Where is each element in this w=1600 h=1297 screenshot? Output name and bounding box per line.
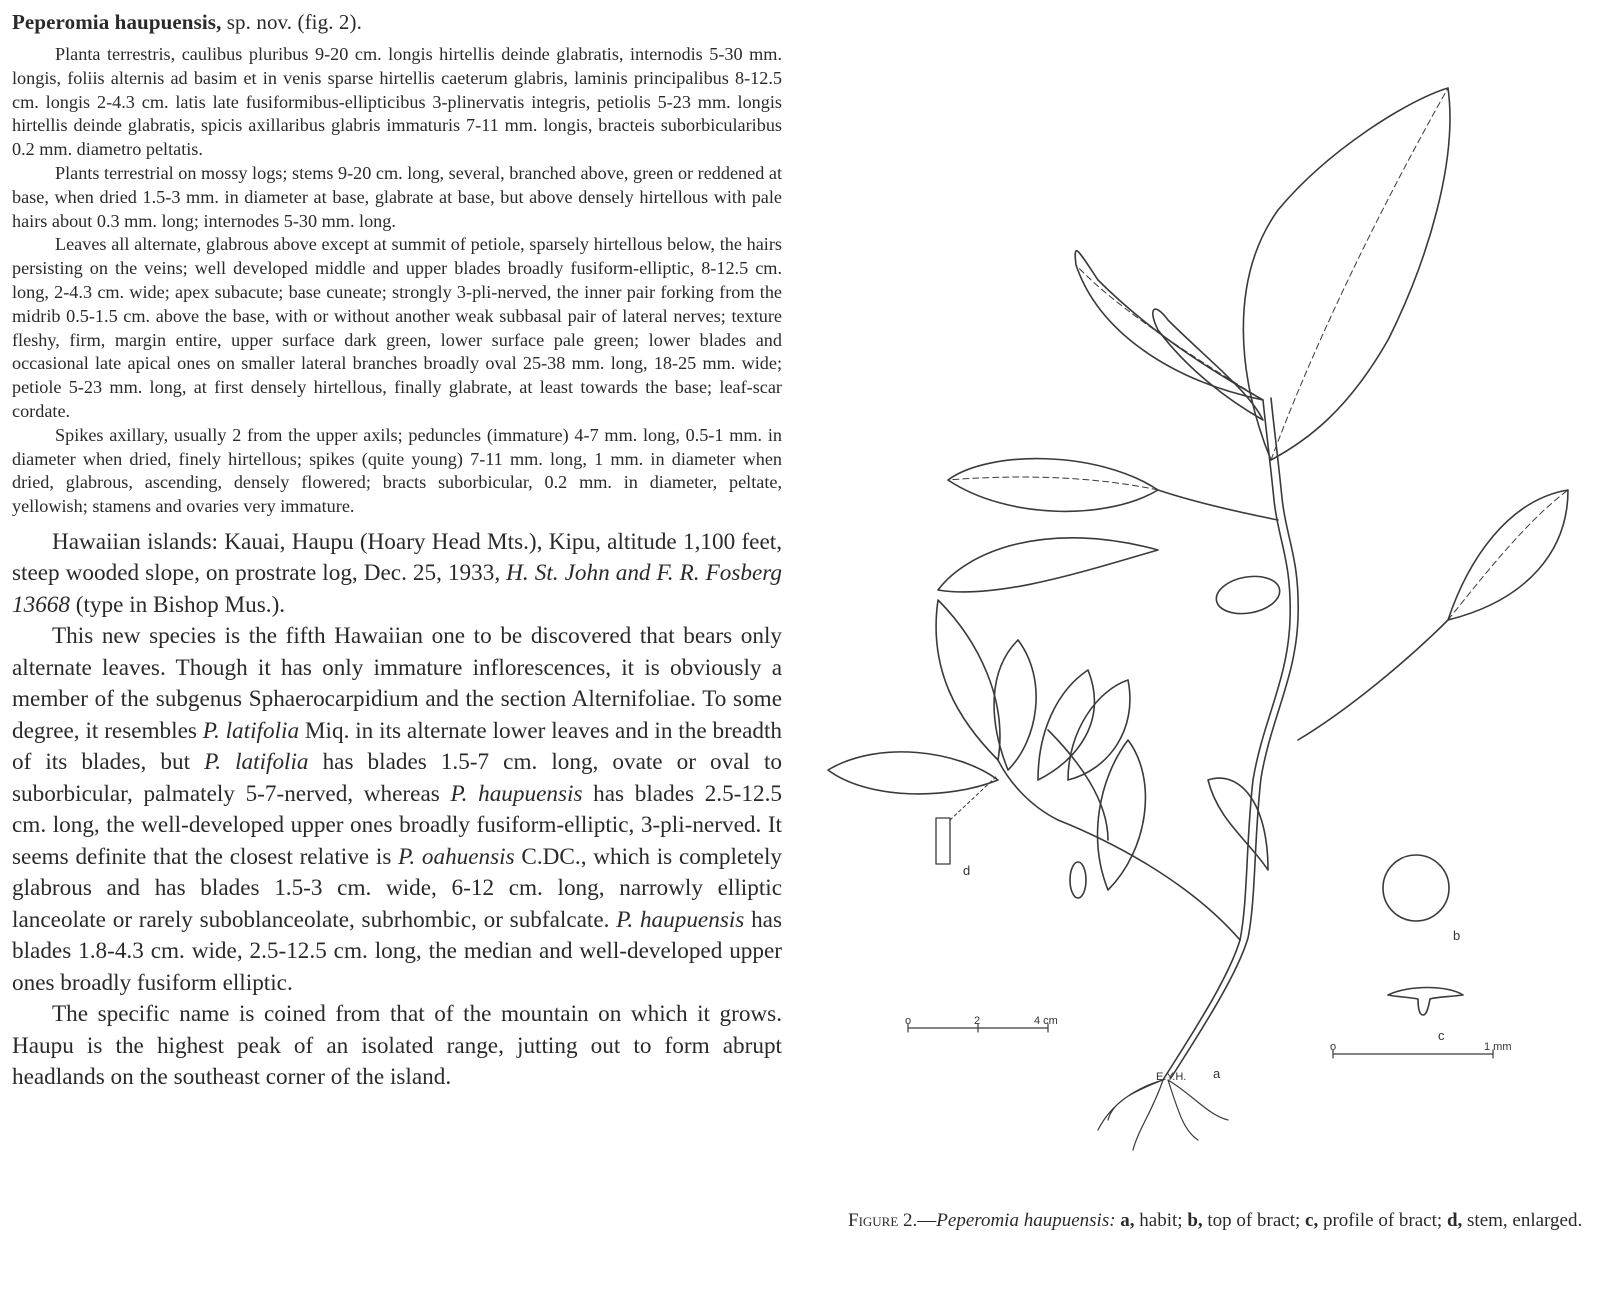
main-stem: [1163, 400, 1290, 1080]
bract-top: [1383, 855, 1449, 921]
caption-label: Figure 2.—: [848, 1210, 937, 1231]
scale-mm-zero: o: [1330, 1041, 1337, 1053]
description-spikes: Spikes axillary, usually 2 from the upper axils; peduncles (immature) 4-7 mm. long, 0.5-1 mm. in diameter when dried, finely hirtellous; spikes (quite young) 7-11 mm. long, 1 mm. in diameter when dried, glabrous, ascending, densely flowered; bracts suborbicular, 0.2 mm. in diameter, peltate, yellowish; stamens and ovaries very immature.: [12, 424, 782, 517]
figure-label-b: b: [1453, 928, 1461, 943]
figure-caption: Figure 2.—Peperomia haupuensis: a, habit; b, top of bract; c, profile of bract; d, stem, enlarged.: [848, 1210, 1583, 1231]
scale-mm-one: 1 mm: [1484, 1041, 1512, 1053]
roots: [1098, 1080, 1228, 1150]
leaf-cluster-far-left: [828, 752, 998, 794]
figure-label-c: c: [1438, 1028, 1445, 1043]
discussion-paragraph: This new species is the fifth Hawaiian one to be discovered that bears only alternate leaves. Though it has only immature inflorescences, it is obviously a member of the subgenus Sphaerocarpidium and the section Alternifoliae. To some degree, it resembles P. latifolia Miq. in its alternate lower leaves and in the breadth of its blades, but P. latifolia has blades 1.5-7 cm. long, ovate or oval to suborbicular, palmately 5-7-nerved, whereas P. haupuensis has blades 2.5-12.5 cm. long, the well-developed upper ones broadly fusiform-elliptic, 3-pli-nerved. It seems definite that the closest relative is P. oahuensis C.DC., which is completely glabrous and has blades 1.5-3 cm. wide, 6-12 cm. long, narrowly elliptic lanceolate or rarely suboblanceolate, subrhombic, or subfalcate. P. haupuensis has blades 1.8-4.3 cm. wide, 2.5-12.5 cm. long, the median and well-developed upper ones broadly fusiform elliptic.: [12, 623, 783, 996]
specimen-locality: Hawaiian islands: Kauai, Haupu (Hoary Head Mts.), Kipu, altitude 1,100 feet, steep wooded slope, on prostrate log, Dec. 25, 1933,: [12, 528, 782, 587]
etymology-paragraph: The specific name is coined from that of the mountain on which it grows. Haupu is the highest peak of an isolated range, jutting out to form abrupt headlands on the southeast corner of the island.: [12, 1001, 782, 1091]
figure-label-a: a: [1213, 1066, 1221, 1081]
leaf-small-oval: [1213, 572, 1282, 619]
leaf-cluster-4: [1068, 680, 1130, 780]
branch-right: [1298, 620, 1448, 740]
leaf-right-lower: [1448, 490, 1568, 620]
artist-signature: E.Y.H.: [1156, 1071, 1187, 1083]
latin-diagnosis: Planta terrestris, caulibus pluribus 9-20 cm. longis hirtellis deinde glabratis, internodis 5-30 mm. longis, foliis alternis ad basim et in venis sparse hirtellis caeterum glabris, laminis principalibus 8-12.5 cm. longis 2-4.3 cm. latis late fusiformibus-ellipticibus 3-plinervatis integris, petiolis 5-23 mm. longis hirtellis deinde glabratis, spicis axillaribus glabris immaturis 7-11 mm. longis, bracteis suborbicularibus 0.2 mm. diametro peltatis.: [12, 44, 782, 160]
leaf-left-lower: [938, 538, 1158, 592]
scale-cm-two: 2: [974, 1015, 981, 1027]
stem-enlarged: [936, 818, 950, 864]
specimen-type-note: (type in Bishop Mus.).: [69, 591, 286, 618]
scale-cm-four: 4 cm: [1034, 1015, 1058, 1027]
species-note: sp. nov. (fig. 2).: [221, 10, 362, 34]
description-leaves: Leaves all alternate, glabrous above except at summit of petiole, sparsely hirtellous below, the hairs persisting on the veins; well developed middle and upper blades broadly fusiform-elliptic, 8-12.5 cm. long, 2-4.3 cm. wide; apex subacute; base cuneate; strongly 3-pli-nerved, the inner pair forking from the midrib 0.5-1.5 cm. above the base, with or without another weak subbasal pair of lateral nerves; texture fleshy, firm, margin entire, upper surface dark green, lower surface pale green; lower blades and occasional late apical ones on smaller lateral branches broadly oval 25-38 mm. long, 18-25 mm. wide; petiole 5-23 mm. long, at first densely hirtellous, finally glabrate, at least towards the base; leaf-scar cordate.: [12, 234, 782, 421]
text-column: [12, 6, 782, 1094]
specimen-collector: H. St. John and F. R. Fosberg 13668: [12, 560, 782, 618]
scale-bar-mm: [1333, 1050, 1493, 1058]
plant-drawing: [808, 80, 1598, 1180]
description-plants: Plants terrestrial on mossy logs; stems 9-20 cm. long, several, branched above, green or reddened at base, when dried 1.5-3 mm. in diameter at base, glabrate at base, but above densely hirtellous with pale hairs about 0.3 mm. long; internodes 5-30 mm. long.: [12, 162, 782, 231]
species-name: Peperomia haupuensis,: [12, 10, 222, 34]
specimen-citation: [12, 527, 782, 622]
species-heading: [12, 10, 782, 35]
scale-cm-zero: o: [905, 1015, 912, 1027]
leaf-cluster-2: [994, 640, 1036, 770]
caption-species: Peperomia haupuensis:: [936, 1210, 1116, 1231]
leaf-middle: [1153, 309, 1263, 420]
botanical-illustration: [808, 80, 1598, 1180]
leaf-apical: [1243, 88, 1450, 460]
leaf-cluster-3: [1038, 670, 1094, 780]
figure-label-d: d: [963, 863, 971, 878]
leaf-left-horizontal: [948, 459, 1158, 512]
bract-profile: [1388, 988, 1463, 1016]
leaf-cluster-1: [936, 600, 1000, 760]
leaf-upper-left: [1075, 251, 1263, 400]
leaf-tiny: [1070, 862, 1086, 898]
branch-left: [998, 760, 1240, 940]
